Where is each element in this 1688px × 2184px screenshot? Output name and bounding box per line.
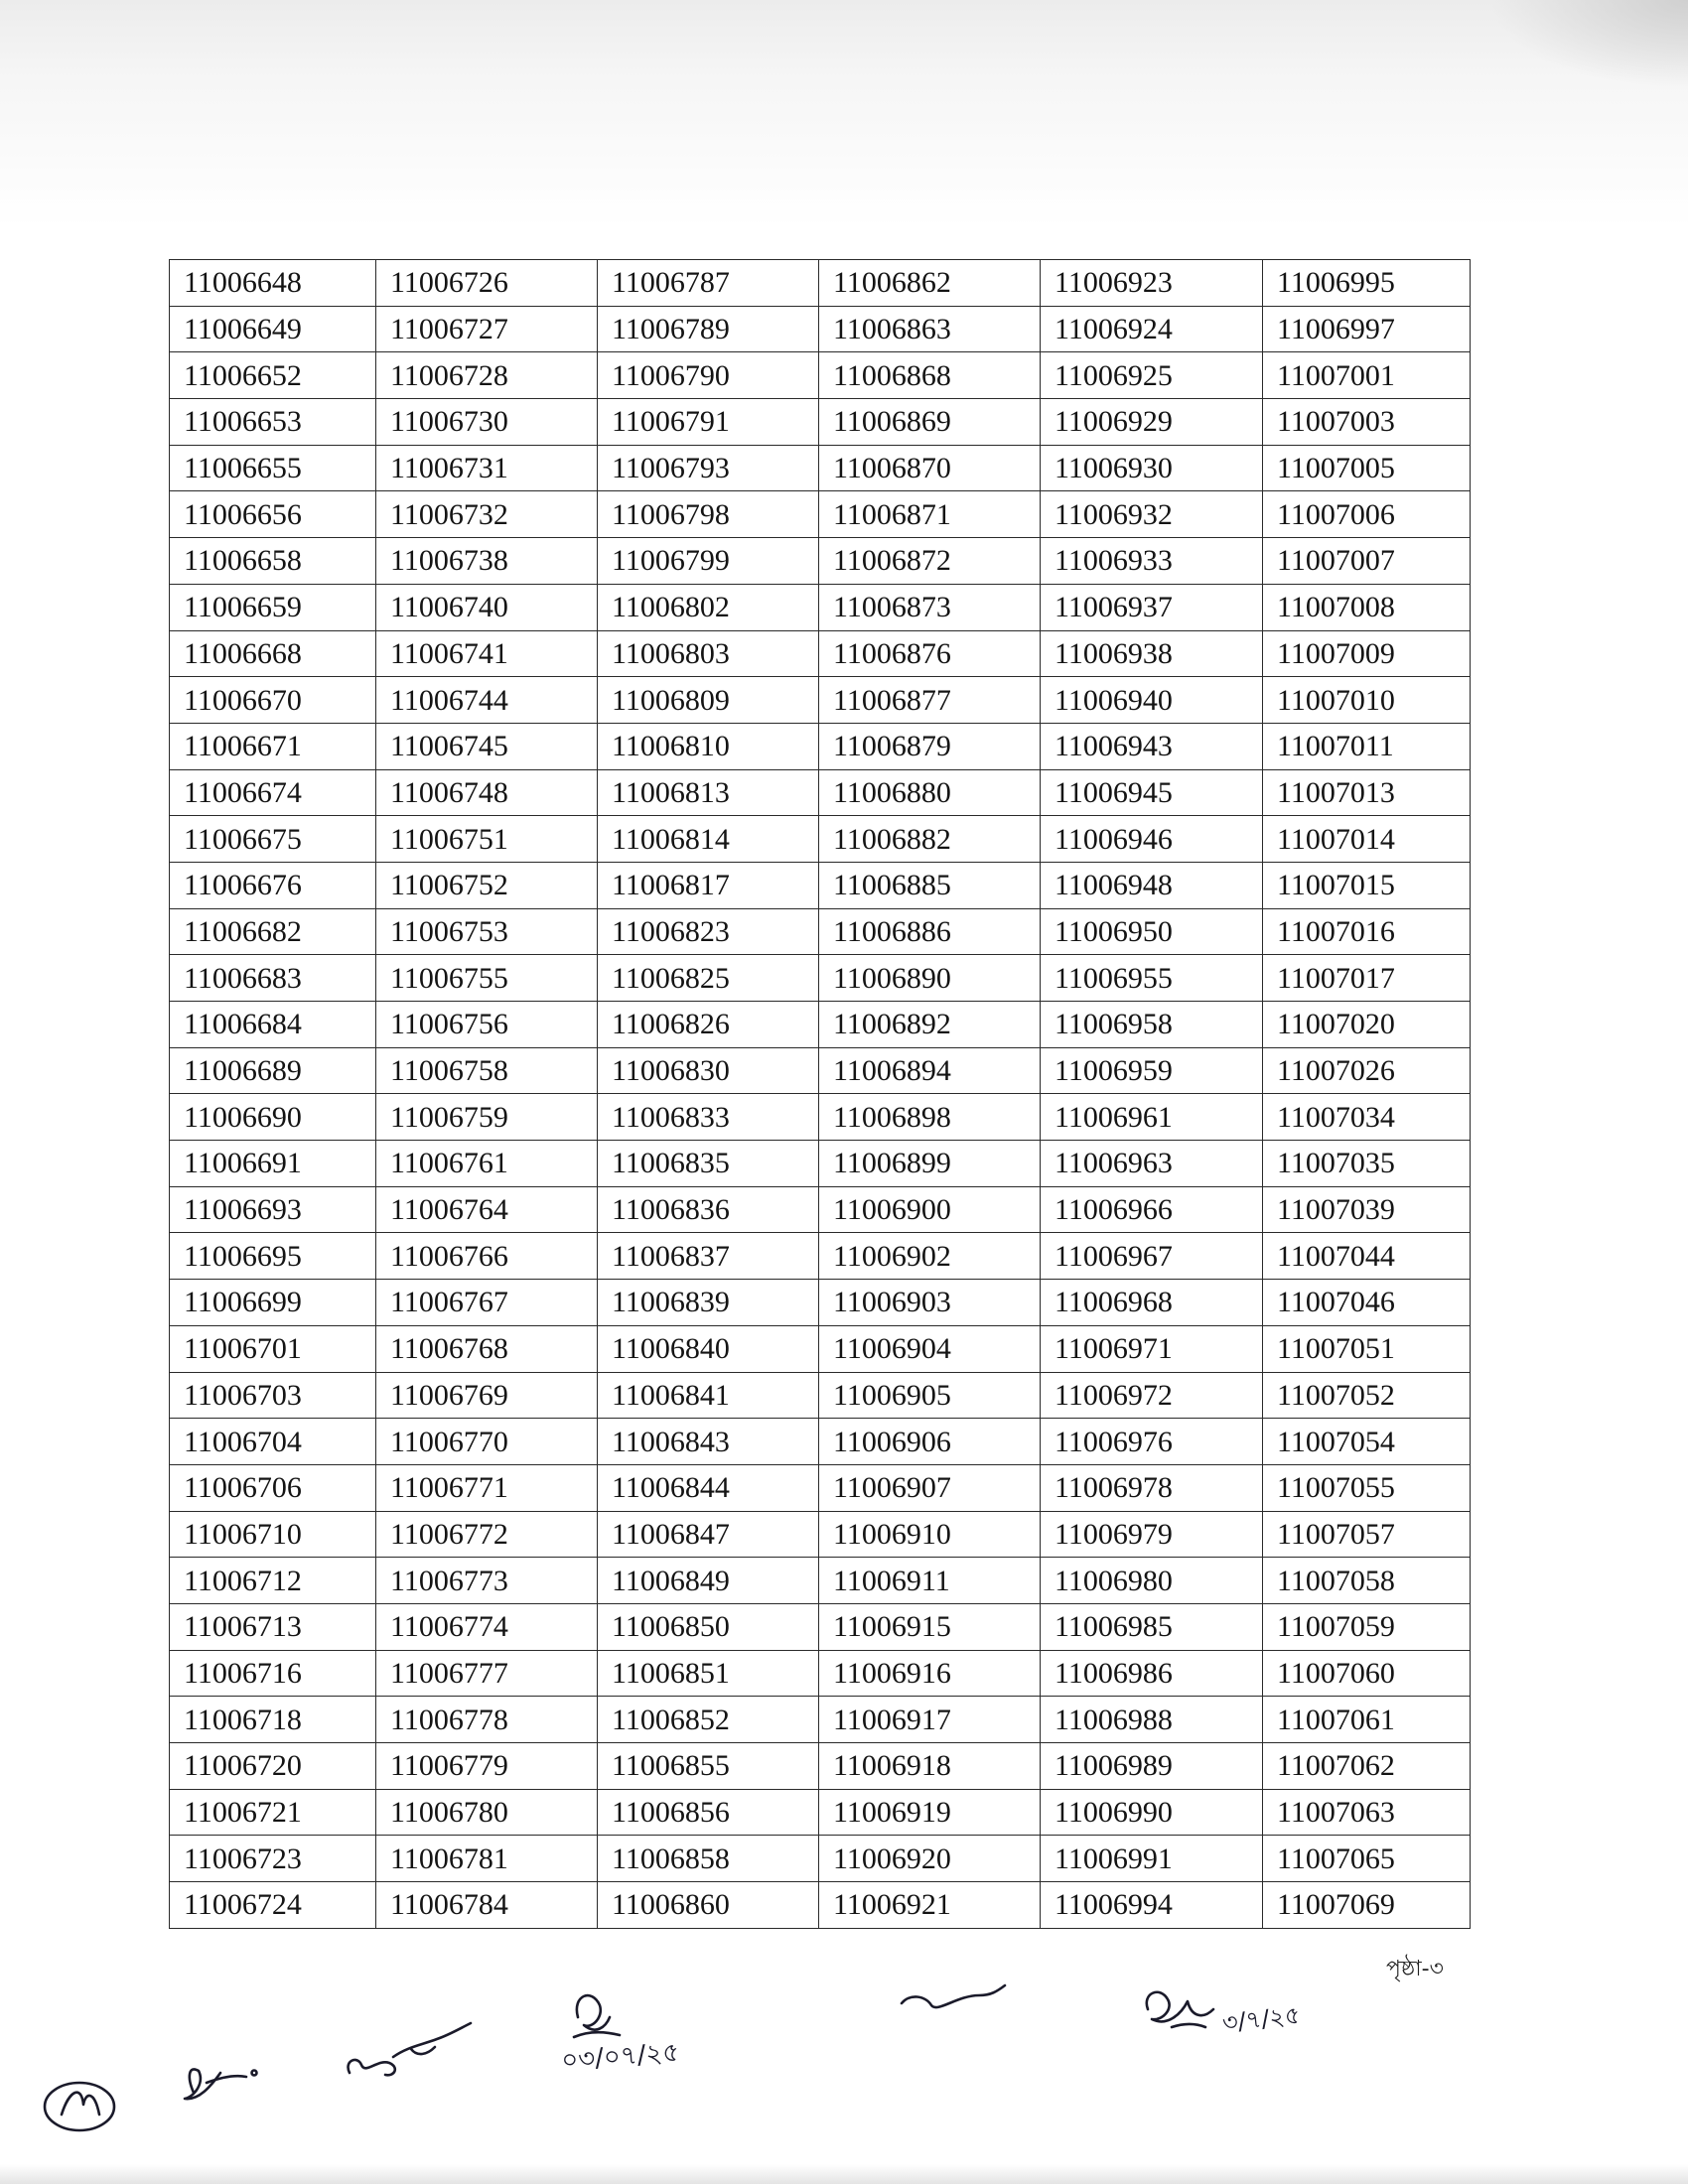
roll-number-cell: 11006966 xyxy=(1041,1186,1263,1233)
roll-number-cell: 11006903 xyxy=(819,1280,1041,1326)
roll-number-cell: 11006938 xyxy=(1041,630,1263,677)
roll-number-cell: 11006899 xyxy=(819,1141,1041,1187)
roll-number-cell: 11006837 xyxy=(598,1233,819,1280)
roll-number-cell: 11006858 xyxy=(598,1836,819,1882)
table-row xyxy=(170,306,1471,352)
roll-number-cell: 11006885 xyxy=(819,862,1041,908)
roll-number-cell: 11006728 xyxy=(376,352,598,399)
roll-number-cell: 11006751 xyxy=(376,816,598,863)
table-row xyxy=(170,352,1471,399)
roll-number-cell: 11006959 xyxy=(1041,1047,1263,1094)
scan-shadow-top xyxy=(0,0,1688,228)
roll-number-cell: 11006958 xyxy=(1041,1002,1263,1048)
table-row xyxy=(170,677,1471,724)
signature-6 xyxy=(1147,1992,1213,2027)
roll-number-cell: 11006759 xyxy=(376,1094,598,1141)
table-row xyxy=(170,1882,1471,1929)
table-row xyxy=(170,1372,1471,1419)
roll-number-cell: 11006943 xyxy=(1041,723,1263,769)
roll-number-cell: 11006675 xyxy=(170,816,376,863)
roll-number-cell: 11006930 xyxy=(1041,445,1263,491)
table-row xyxy=(170,1419,1471,1465)
roll-number-cell: 11007057 xyxy=(1263,1511,1471,1558)
roll-number-cell: 11006932 xyxy=(1041,491,1263,538)
roll-number-cell: 11006869 xyxy=(819,399,1041,446)
roll-number-cell: 11006723 xyxy=(170,1836,376,1882)
roll-number-cell: 11006655 xyxy=(170,445,376,491)
roll-number-cell: 11006656 xyxy=(170,491,376,538)
roll-number-cell: 11006767 xyxy=(376,1280,598,1326)
roll-number-cell: 11006980 xyxy=(1041,1558,1263,1604)
page-number: পৃষ্ঠা-৩ xyxy=(1386,1957,1444,1981)
roll-number-cell: 11006989 xyxy=(1041,1743,1263,1790)
table-row xyxy=(170,399,1471,446)
table-row xyxy=(170,584,1471,630)
table-row xyxy=(170,445,1471,491)
roll-number-cell: 11006752 xyxy=(376,862,598,908)
roll-number-cell: 11007007 xyxy=(1263,538,1471,585)
roll-number-cell: 11006898 xyxy=(819,1094,1041,1141)
roll-number-cell: 11006997 xyxy=(1263,306,1471,352)
roll-number-cell: 11006695 xyxy=(170,1233,376,1280)
roll-number-cell: 11006988 xyxy=(1041,1697,1263,1743)
roll-number-cell: 11006825 xyxy=(598,955,819,1002)
signature-date-2: ৩/৭/২৫ xyxy=(1220,2000,1302,2037)
roll-number-cell: 11006844 xyxy=(598,1464,819,1511)
roll-number-cell: 11006731 xyxy=(376,445,598,491)
roll-number-cell: 11007044 xyxy=(1263,1233,1471,1280)
roll-number-cell: 11006777 xyxy=(376,1650,598,1697)
roll-number-cell: 11006894 xyxy=(819,1047,1041,1094)
roll-number-cell: 11006676 xyxy=(170,862,376,908)
roll-number-cell: 11007069 xyxy=(1263,1882,1471,1929)
roll-number-cell: 11006659 xyxy=(170,584,376,630)
roll-number-cell: 11006817 xyxy=(598,862,819,908)
table-row xyxy=(170,816,1471,863)
roll-number-cell: 11006718 xyxy=(170,1697,376,1743)
roll-number-cell: 11006971 xyxy=(1041,1325,1263,1372)
roll-number-cell: 11006979 xyxy=(1041,1511,1263,1558)
roll-number-cell: 11006745 xyxy=(376,723,598,769)
table-row xyxy=(170,1836,1471,1882)
roll-number-cell: 11006860 xyxy=(598,1882,819,1929)
roll-number-cell: 11006730 xyxy=(376,399,598,446)
roll-number-cell: 11006721 xyxy=(170,1789,376,1836)
roll-number-cell: 11006803 xyxy=(598,630,819,677)
roll-number-cell: 11006648 xyxy=(170,260,376,307)
table-row xyxy=(170,1558,1471,1604)
roll-number-cell: 11006991 xyxy=(1041,1836,1263,1882)
roll-number-cell: 11006802 xyxy=(598,584,819,630)
signature-5 xyxy=(902,1985,1005,2007)
roll-number-cell: 11006670 xyxy=(170,677,376,724)
roll-number-cell: 11006703 xyxy=(170,1372,376,1419)
table-row xyxy=(170,908,1471,955)
roll-number-cell: 11006810 xyxy=(598,723,819,769)
table-row xyxy=(170,1650,1471,1697)
roll-number-cell: 11006813 xyxy=(598,769,819,816)
roll-number-cell: 11006870 xyxy=(819,445,1041,491)
roll-number-cell: 11006682 xyxy=(170,908,376,955)
roll-number-cell: 11006668 xyxy=(170,630,376,677)
roll-number-cell: 11006877 xyxy=(819,677,1041,724)
table-row xyxy=(170,491,1471,538)
roll-number-cell: 11006799 xyxy=(598,538,819,585)
roll-number-cell: 11006789 xyxy=(598,306,819,352)
roll-number-cell: 11006780 xyxy=(376,1789,598,1836)
roll-number-cell: 11007006 xyxy=(1263,491,1471,538)
roll-number-cell: 11006937 xyxy=(1041,584,1263,630)
roll-number-cell: 11007051 xyxy=(1263,1325,1471,1372)
roll-number-cell: 11006684 xyxy=(170,1002,376,1048)
roll-number-cell: 11006882 xyxy=(819,816,1041,863)
roll-number-cell: 11006900 xyxy=(819,1186,1041,1233)
roll-number-cell: 11006924 xyxy=(1041,306,1263,352)
roll-number-cell: 11006972 xyxy=(1041,1372,1263,1419)
roll-number-cell: 11006740 xyxy=(376,584,598,630)
roll-number-cell: 11007065 xyxy=(1263,1836,1471,1882)
roll-number-cell: 11006843 xyxy=(598,1419,819,1465)
roll-number-cell: 11006771 xyxy=(376,1464,598,1511)
roll-number-cell: 11006994 xyxy=(1041,1882,1263,1929)
roll-number-cell: 11006855 xyxy=(598,1743,819,1790)
roll-number-cell: 11006671 xyxy=(170,723,376,769)
roll-number-cell: 11006923 xyxy=(1041,260,1263,307)
roll-number-cell: 11006653 xyxy=(170,399,376,446)
roll-number-cell: 11007005 xyxy=(1263,445,1471,491)
roll-number-cell: 11006798 xyxy=(598,491,819,538)
roll-number-cell: 11007008 xyxy=(1263,584,1471,630)
roll-number-cell: 11006658 xyxy=(170,538,376,585)
roll-number-cell: 11006748 xyxy=(376,769,598,816)
roll-number-cell: 11007062 xyxy=(1263,1743,1471,1790)
roll-number-cell: 11006689 xyxy=(170,1047,376,1094)
roll-number-cell: 11006872 xyxy=(819,538,1041,585)
roll-number-cell: 11007060 xyxy=(1263,1650,1471,1697)
roll-number-cell: 11006910 xyxy=(819,1511,1041,1558)
roll-number-cell: 11007003 xyxy=(1263,399,1471,446)
table-row xyxy=(170,723,1471,769)
roll-number-cell: 11006704 xyxy=(170,1419,376,1465)
roll-number-cell: 11006919 xyxy=(819,1789,1041,1836)
roll-number-cell: 11006764 xyxy=(376,1186,598,1233)
roll-number-cell: 11006770 xyxy=(376,1419,598,1465)
roll-number-cell: 11006945 xyxy=(1041,769,1263,816)
roll-number-cell: 11006986 xyxy=(1041,1650,1263,1697)
roll-number-cell: 11006995 xyxy=(1263,260,1471,307)
table-row xyxy=(170,1280,1471,1326)
roll-number-cell: 11006727 xyxy=(376,306,598,352)
roll-number-cell: 11006933 xyxy=(1041,538,1263,585)
id-table-container xyxy=(169,259,1470,1929)
roll-number-cell: 11007034 xyxy=(1263,1094,1471,1141)
roll-number-cell: 11006826 xyxy=(598,1002,819,1048)
roll-number-cell: 11006683 xyxy=(170,955,376,1002)
roll-number-cell: 11006716 xyxy=(170,1650,376,1697)
roll-number-table-body xyxy=(170,260,1471,1929)
table-row xyxy=(170,1141,1471,1187)
roll-number-cell: 11006892 xyxy=(819,1002,1041,1048)
roll-number-cell: 11006835 xyxy=(598,1141,819,1187)
roll-number-cell: 11006920 xyxy=(819,1836,1041,1882)
roll-number-cell: 11006732 xyxy=(376,491,598,538)
roll-number-cell: 11006955 xyxy=(1041,955,1263,1002)
roll-number-cell: 11006968 xyxy=(1041,1280,1263,1326)
roll-number-cell: 11006921 xyxy=(819,1882,1041,1929)
roll-number-cell: 11006809 xyxy=(598,677,819,724)
roll-number-cell: 11006840 xyxy=(598,1325,819,1372)
roll-number-cell: 11007020 xyxy=(1263,1002,1471,1048)
roll-number-cell: 11006873 xyxy=(819,584,1041,630)
roll-number-cell: 11006902 xyxy=(819,1233,1041,1280)
roll-number-cell: 11007063 xyxy=(1263,1789,1471,1836)
roll-number-cell: 11006706 xyxy=(170,1464,376,1511)
roll-number-cell: 11006929 xyxy=(1041,399,1263,446)
roll-number-cell: 11006917 xyxy=(819,1697,1041,1743)
roll-number-cell: 11006744 xyxy=(376,677,598,724)
roll-number-cell: 11007055 xyxy=(1263,1464,1471,1511)
roll-number-cell: 11006849 xyxy=(598,1558,819,1604)
roll-number-cell: 11006985 xyxy=(1041,1603,1263,1650)
roll-number-cell: 11007009 xyxy=(1263,630,1471,677)
roll-number-cell: 11006741 xyxy=(376,630,598,677)
roll-number-cell: 11007010 xyxy=(1263,677,1471,724)
table-row xyxy=(170,1511,1471,1558)
roll-number-cell: 11006830 xyxy=(598,1047,819,1094)
roll-number-table xyxy=(169,259,1471,1929)
roll-number-cell: 11006851 xyxy=(598,1650,819,1697)
roll-number-cell: 11006693 xyxy=(170,1186,376,1233)
table-row xyxy=(170,1697,1471,1743)
table-row xyxy=(170,1325,1471,1372)
roll-number-cell: 11006710 xyxy=(170,1511,376,1558)
roll-number-cell: 11007046 xyxy=(1263,1280,1471,1326)
table-row xyxy=(170,260,1471,307)
roll-number-cell: 11006871 xyxy=(819,491,1041,538)
roll-number-cell: 11007054 xyxy=(1263,1419,1471,1465)
roll-number-cell: 11006774 xyxy=(376,1603,598,1650)
table-row xyxy=(170,1002,1471,1048)
roll-number-cell: 11006758 xyxy=(376,1047,598,1094)
roll-number-cell: 11006863 xyxy=(819,306,1041,352)
roll-number-cell: 11006701 xyxy=(170,1325,376,1372)
roll-number-cell: 11007011 xyxy=(1263,723,1471,769)
roll-number-cell: 11006784 xyxy=(376,1882,598,1929)
roll-number-cell: 11006724 xyxy=(170,1882,376,1929)
roll-number-cell: 11007052 xyxy=(1263,1372,1471,1419)
signature-4 xyxy=(574,1995,620,2037)
roll-number-cell: 11006852 xyxy=(598,1697,819,1743)
roll-number-cell: 11006649 xyxy=(170,306,376,352)
table-row xyxy=(170,1743,1471,1790)
table-row xyxy=(170,1603,1471,1650)
table-row xyxy=(170,1233,1471,1280)
roll-number-cell: 11007017 xyxy=(1263,955,1471,1002)
roll-number-cell: 11006841 xyxy=(598,1372,819,1419)
roll-number-cell: 11006778 xyxy=(376,1697,598,1743)
table-row xyxy=(170,538,1471,585)
roll-number-cell: 11006766 xyxy=(376,1233,598,1280)
roll-number-cell: 11006916 xyxy=(819,1650,1041,1697)
roll-number-cell: 11006691 xyxy=(170,1141,376,1187)
roll-number-cell: 11006976 xyxy=(1041,1419,1263,1465)
roll-number-cell: 11006779 xyxy=(376,1743,598,1790)
roll-number-cell: 11006839 xyxy=(598,1280,819,1326)
roll-number-cell: 11006880 xyxy=(819,769,1041,816)
roll-number-cell: 11006674 xyxy=(170,769,376,816)
roll-number-cell: 11006946 xyxy=(1041,816,1263,863)
roll-number-cell: 11006833 xyxy=(598,1094,819,1141)
roll-number-cell: 11007058 xyxy=(1263,1558,1471,1604)
roll-number-cell: 11006699 xyxy=(170,1280,376,1326)
table-row xyxy=(170,1094,1471,1141)
roll-number-cell: 11006950 xyxy=(1041,908,1263,955)
roll-number-cell: 11006823 xyxy=(598,908,819,955)
roll-number-cell: 11006787 xyxy=(598,260,819,307)
table-row xyxy=(170,1186,1471,1233)
table-row xyxy=(170,630,1471,677)
roll-number-cell: 11006712 xyxy=(170,1558,376,1604)
roll-number-cell: 11006868 xyxy=(819,352,1041,399)
roll-number-cell: 11006961 xyxy=(1041,1094,1263,1141)
roll-number-cell: 11006925 xyxy=(1041,352,1263,399)
roll-number-cell: 11006847 xyxy=(598,1511,819,1558)
roll-number-cell: 11006814 xyxy=(598,816,819,863)
roll-number-cell: 11006963 xyxy=(1041,1141,1263,1187)
signature-3 xyxy=(349,2023,471,2075)
roll-number-cell: 11006967 xyxy=(1041,1233,1263,1280)
roll-number-cell: 11006911 xyxy=(819,1558,1041,1604)
roll-number-cell: 11006790 xyxy=(598,352,819,399)
roll-number-cell: 11007013 xyxy=(1263,769,1471,816)
roll-number-cell: 11006761 xyxy=(376,1141,598,1187)
scan-shadow-bottom xyxy=(0,2164,1688,2184)
roll-number-cell: 11007061 xyxy=(1263,1697,1471,1743)
roll-number-cell: 11007015 xyxy=(1263,862,1471,908)
roll-number-cell: 11006940 xyxy=(1041,677,1263,724)
roll-number-cell: 11007001 xyxy=(1263,352,1471,399)
roll-number-cell: 11006879 xyxy=(819,723,1041,769)
roll-number-cell: 11006738 xyxy=(376,538,598,585)
roll-number-cell: 11007016 xyxy=(1263,908,1471,955)
roll-number-cell: 11007014 xyxy=(1263,816,1471,863)
roll-number-cell: 11007035 xyxy=(1263,1141,1471,1187)
roll-number-cell: 11006978 xyxy=(1041,1464,1263,1511)
roll-number-cell: 11006772 xyxy=(376,1511,598,1558)
roll-number-cell: 11006990 xyxy=(1041,1789,1263,1836)
signature-2 xyxy=(185,2069,257,2099)
roll-number-cell: 11006918 xyxy=(819,1743,1041,1790)
roll-number-cell: 11006907 xyxy=(819,1464,1041,1511)
roll-number-cell: 11006886 xyxy=(819,908,1041,955)
roll-number-cell: 11006726 xyxy=(376,260,598,307)
roll-number-cell: 11007039 xyxy=(1263,1186,1471,1233)
table-row xyxy=(170,769,1471,816)
roll-number-cell: 11006753 xyxy=(376,908,598,955)
signatures-drawing xyxy=(0,1966,1688,2164)
signature-strip xyxy=(0,1966,1688,2164)
roll-number-cell: 11006781 xyxy=(376,1836,598,1882)
roll-number-cell: 11006690 xyxy=(170,1094,376,1141)
roll-number-cell: 11006862 xyxy=(819,260,1041,307)
roll-number-cell: 11006876 xyxy=(819,630,1041,677)
roll-number-cell: 11006769 xyxy=(376,1372,598,1419)
roll-number-cell: 11006652 xyxy=(170,352,376,399)
roll-number-cell: 11006904 xyxy=(819,1325,1041,1372)
roll-number-cell: 11006836 xyxy=(598,1186,819,1233)
roll-number-cell: 11006791 xyxy=(598,399,819,446)
roll-number-cell: 11006756 xyxy=(376,1002,598,1048)
table-row xyxy=(170,862,1471,908)
roll-number-cell: 11006906 xyxy=(819,1419,1041,1465)
roll-number-cell: 11006856 xyxy=(598,1789,819,1836)
roll-number-cell: 11006793 xyxy=(598,445,819,491)
table-row xyxy=(170,1464,1471,1511)
roll-number-cell: 11006720 xyxy=(170,1743,376,1790)
roll-number-cell: 11006915 xyxy=(819,1603,1041,1650)
roll-number-cell: 11007059 xyxy=(1263,1603,1471,1650)
roll-number-cell: 11006773 xyxy=(376,1558,598,1604)
roll-number-cell: 11006713 xyxy=(170,1603,376,1650)
roll-number-cell: 11006850 xyxy=(598,1603,819,1650)
table-row xyxy=(170,1047,1471,1094)
roll-number-cell: 11006948 xyxy=(1041,862,1263,908)
roll-number-cell: 11007026 xyxy=(1263,1047,1471,1094)
roll-number-cell: 11006905 xyxy=(819,1372,1041,1419)
scan-shadow-corner xyxy=(1489,0,1688,89)
signature-1 xyxy=(45,2083,114,2130)
table-row xyxy=(170,955,1471,1002)
roll-number-cell: 11006768 xyxy=(376,1325,598,1372)
signature-date-1: ০৩/০৭/২৫ xyxy=(560,2037,681,2076)
roll-number-cell: 11006755 xyxy=(376,955,598,1002)
roll-number-cell: 11006890 xyxy=(819,955,1041,1002)
table-row xyxy=(170,1789,1471,1836)
